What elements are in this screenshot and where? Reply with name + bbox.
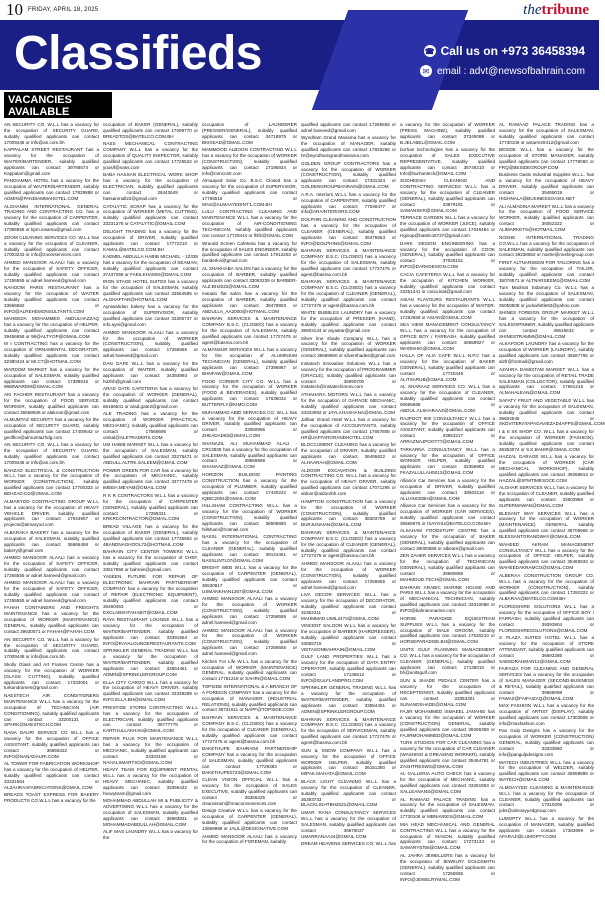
classified-ad: A.R.A. Interiors W.L.L has a vacancy for the occupation of CARPENTER, suitably qualified applicants can contact 77048477 or info@ARAINTERIORS.COM	[301, 191, 396, 215]
classified-ad: SEA VIEW MANAGEMENT CONSULTANCY W.L.L has a vacancy for the occupation of OFFICE BOY / FARRASH, suitably qualified applicants can contact 36659927 or WHONHIG@GMAIL.COM	[400, 322, 495, 351]
classified-ad: Instatech Innovative Solutions W.L.L has a vacancy for the occupation of PROGRAMMER (ORACLE), suitably qualified applicants can contact 35990700 or instatech@instatechinnov.com	[301, 360, 396, 390]
classified-ad: NASSL INTERNATIONAL CONTRACTING has a vacancy for the occupation of CLEANER (GENERAL), suitably qualified applicants can contact 39144461 or NASSLINTL07@GMAIL.COM	[202, 534, 297, 563]
classified-ad: SHANAZIL ALI MUHAMMAD ALALI - CR13838 has a vacancy for the occupation of SALESMAN, suitably qualified applicants can contact 38658969 or SHANAAZ@GMAIL.COM	[202, 440, 297, 470]
banner-stripe	[312, 10, 468, 110]
phone-icon: ☎	[424, 46, 435, 56]
classified-ad: AZAHRA DAMISTAM MARKET W.L.L has a vacancy for the occupation of RETAIL TRADE SALESMAN (COLLECTOR), suitably qualified applicants can contact 17661215 or ALNAHALEAN@GMAIL.COM	[499, 366, 594, 396]
classified-ad: BAHRAIN SERVICES & MAINTENANCE COMPANY B.S.C. (CLOSED) has a vacancy for the occupation of CLEANER (GENERAL), suitably qualified applicants can contact 17727475 or agent@basma.com.bh	[301, 529, 396, 559]
classified-ad: AN SECURITY CO. W.L.L has a vacancy for the occupation of SECURITY GUARD, suitably qualified applicants can contact 17009448 or info@an.com.bh	[4, 636, 99, 660]
classified-ad: GULF LAND PROPERTIES W.L.L has a vacancy for the occupation of DATA ENTRY OPERATOR, suitably qualified applicants can contact 17136512 or INFO@GULFLANDPRO.COM	[301, 654, 396, 683]
classified-ad: TURK STUDIOS FOR CAR CLEANING has a vacancy for the occupation of CAR CLEANER (WASHING & GREASING WORKER), suitably qualified applicants can contact 35464791 or ZASHTRESWS@GMAIL.COM	[400, 740, 495, 769]
classified-ad: SPRINKLER GENERAL TRADING W.L.L has a vacancy for the occupation of WAITER/BARTENDER, suitably qualified applicants can contact 33554461 or ADMIN@SPRINKLERGROUP.COM	[301, 685, 396, 715]
page-number: 10	[6, 0, 23, 19]
classified-ad: NANA DAURI SERVICE CO W.L.L has a vacancy for the occupation of OFFICE ASSISTANT, suitably qualified applicants can contact 36656322 or INFO@NANADAURI.COM	[4, 729, 99, 759]
classified-ad: BAHZAD ELECTRICAL & CONSTRUCTION W.L.L has a vacancy for the occupation of WORKER (CONSTRUCTION), suitably qualified applicants can contact 17700333 or BEHZAD.CO@GMAIL.COM	[4, 467, 99, 497]
classified-ad: SAFATY FRUIT AND VEGETABLE W.L.L has a vacancy for the occupation of SALESMAN, suitably qualified applicants can contact 36604545 or SKDVITERATAPAGAVIEZAD4APPS@GMAIL.COM	[499, 397, 605, 427]
classified-ad: FAIFAIZA FOR CLEANING AND GENERAL SERVICES has a vacancy for the occupation of SALES MANAGER (SECOND-BUSINESS & RETAIL), suitably qualified applicants can contact 39668098 or FAWAZ@FAIFAIZAQ@GMAIL.COM	[499, 666, 594, 701]
classified-ad: ALMANSUR SERVICES W.L.L has a vacancy for the occupation of ALUMINIUM TECHNICIAN (GENERAL), suitably qualified applicants can contact 17396987 or BHNFAW@GMAIL.COM	[202, 347, 297, 376]
classified-ad: AN SECURITY CO. W.L.L has a vacancy for the occupation of SECURITY GUARD, suitably qualified applicants can contact 17009448 or info@an.com.bh	[4, 442, 99, 466]
classified-ad: IRON STAGE HOTEL SUITES has a vacancy for the occupation of SALESMAN, suitably qualified applicants can contact 33564595 or ALGHAFTAR@HOTMAIL.COM	[103, 279, 198, 302]
classified-ad: ALMARYOD CONTRACTING GROUP W.L.L has a vacancy for the occupation of HEAVY VEHICLE DRIVER, suitably qualified applicants can contact 17944907 or projects@almaryod.com	[4, 498, 99, 528]
classified-ad: SUN & SNOW COMPANY W.L.L has a vacancy for the occupation of OFFICE WORKER HELPER, suitably qualified applicants can contact 36151360 or MIPAK.MAHATA@GMAIL.COM	[301, 747, 396, 777]
logo-name: tribune	[541, 2, 589, 18]
classified-ad: Silver line shade Company W.L.L has a vacancy for the occupation of WORKER (GENERAL), suitably qualified applicants can contact 35569850 or silvershades@gmail.com	[301, 335, 396, 359]
classified-ad: S PLAZA SUITES HOTEL W.L.L has a vacancy for the occupation of STORE ATTENDANT, suitably qualified applicants can contact 36692285 or SAEEDRAHMAN12@GMAIL.COM	[499, 635, 594, 664]
classified-ad: UMAR RANA CONSULTANCY SERVICES W.L.L has a vacancy for the occupation of SALESMAN, suitably qualified applicants can contact 36675037 or UMARRANAA44@GMAIL.COM	[301, 809, 396, 839]
classified-ad: DOLPHIN CLEANING AND CONSTRUCTION has a vacancy for the occupation of CLEANER (GENERAL), suitably qualified applicants can contact 36476653 or INFO@DOLPHINS@GMAIL.COM	[301, 216, 396, 246]
classified-ad: I & S SK SHOP CO. W.L.L has a vacancy for the occupation of WORKER (FASHION), suitably qualified applicants can contact 36353074 or S.K.BAHIR@GMAIL.COM	[499, 428, 594, 452]
vacancies-heading: VACANCIES AVAILABLE	[4, 92, 112, 118]
classified-ad: MIA HEAD MECHANICAL AND GENERAL CONTRACTING W.L.L has a vacancy for the occupation of MASON, suitably qualified applicants can contact 17273133 or SAMARY5756@GMAIL.COM	[400, 821, 495, 851]
classified-ad: ALBARAKA BAKERY has a vacancy for the occupation of SALESMAN, suitably qualified applicants can contact 36666458 or bakery@gmail.com	[4, 529, 99, 553]
classified-ad: DREAM HEAVENS SERVICES CO. W.L.L has	[301, 841, 396, 847]
classified-ad: PANDIAMMA HOTEL has a vacancy for the occupation of WAITER/BARTENDER, suitably qualified applicants can contact 17828888 or ADMIN@PANDIAMMAHOTEL.COM	[4, 178, 99, 202]
classified-ad: ALI ALMADINA MARKET W.L.L has a vacancy for the occupation of FOOD SERVICE WORKER, suitably qualified applicants can contact 36052322 or ALIMARKETS@HOTMAIL.COM	[499, 203, 594, 233]
classified-ad: Skolly Glass and Art Frames Centre has a vacancy for the occupation of WORKER (GLASS CUTTING), suitably qualified applicants can contact 17333001 or turkandrames@gmail.com	[4, 661, 99, 691]
classified-ad: POWER GREEN FOR CAR has a vacancy for the occupation of MECHANIC, suitably qualified applicants can contact 33777478 or IMEEH.MEYAM@GMAIL.COM	[103, 467, 198, 491]
classified-ad: AHMED MANSOOR ALAALI has a vacancy for the occupation of SAFETY OFFICER, suitably qualified applicants can contact 17256555 or adnel.hameed@gmail.com	[4, 259, 99, 283]
classified-ad: BAHRAIN SERVICES & MAINTENANCE COMPANY B.S.C. (CLOSED) has a vacancy for the occupation of SALESMAN, suitably qualified applicants can contact 17727475 or agent@basma.com.bh	[202, 316, 297, 345]
classified-ad: AL JAHRA JEWELLERS has a vacancy for the occupation of JEWELRY GOLDSMITH (GENERAL), suitably qualified applicants can contact 17255555 or INFO@JEWELRYMAIL.COM	[400, 852, 495, 882]
classified-ad: MAX FASHION W.L.L has a vacancy for the occupation of ARTIST (DISPLAY), suitably qualified applicants can contact 17303506 or info@maxfashion.com	[499, 703, 594, 726]
listing-column-1	[4, 122, 99, 894]
classified-ad: UNITS GULF PLANNING MANAGEMENT CO. W.L.L has a vacancy for the occupation of CLEANER (GENERAL), suitably qualified applicants can contact 17135010 or bh@unitsgulf.com	[400, 646, 495, 676]
classified-ad: Pan Gulp Designs has a vacancy for the occupation of WORKER (CONSTRUCTION) GENERAL, suitably qualified applicants can contact 33333950 or info@pangulpdesigns.com	[499, 728, 594, 757]
phone-line	[424, 44, 585, 58]
classified-ad: TERRACE GARDEN W.L.L has a vacancy for the occupation of WORKER (JUICE), suitably qualified applicants can contact 17646484 or Hgioup@batelco8737@gmail.com	[400, 215, 495, 239]
classified-ad: UM HABIB MARKET W.L.L has a vacancy for the occupation of SALESMAN, suitably qualified applicants can contact 33275471 or ABDULL.ALTRK.SALEEM@GMAIL.COM	[103, 442, 198, 466]
classified-ad: Alliance Car Services has a vacancy for the occupation of DRIVER, suitably qualified applicants can contact 38603116 or ALLIANCEBH@GMAIL.COM	[400, 477, 495, 501]
classified-ad: HILLSHAM CONTRACTING W.L.L has a vacancy for the occupation of WORKER (CONSTRUCTION), suitably qualified applicants can contact 38508880 or hillsham@hotmail.com	[202, 503, 297, 532]
classified-ad: DELIGHT TRADING has a vacancy for the occupation of DRIVER, suitably qualified applicants can contact 17772210 or KAMAL@BATELCO.COM.BH	[103, 228, 198, 252]
classified-ad: AL SHARAAZ SERVICES CO. W.L.L has a vacancy for the occupation of CLEANER, suitably qualified applicants can contact 66695888 or ABDUL.ALSHARAAZ@GMAIL.COM	[400, 384, 495, 414]
classified-ad: TARKARNA CONSULTANCY W.L.L has a vacancy for the occupation of OFFICE WORKER HELPER, suitably qualified applicants can contact 32356882 or FKAZALULLAH5012@GMAIL.COM	[400, 446, 495, 476]
classified-ad: MOHAMMAD ABDULLAH MI & PUBLICITY & ADVERTISING W.L.L has a vacancy for the occupation of SALESMAN, suitably qualified applicants can contact 36983831 or MOHAMMADABDULLAH@GMAIL.COM	[103, 798, 198, 827]
classified-ad: BESIDE W.L.L has a vacancy for the occupation of STORE MANAGER, suitably qualified applicants can contact 17779060 or FRQ@BESIDEGROUP.COM	[499, 147, 594, 170]
classified-ad: KAPPALAM STREET RESTAURANT has a vacancy for the occupation of WAITER/BARTENDER, suitably qualified applicants can contact 39768574 or Kappalam@gmail.com	[4, 147, 99, 176]
classified-ad: R K R CONTRACTORS W.L.L has a vacancy for the occupation of CARPENTER (GENERAL), suitably qualified applicants can contact 17295321 or KRKRCONTRACTOR@GMAIL.COM	[103, 492, 198, 522]
classified-ad: CATALYTIC SCRAP has a vacancy for the occupation of WORKER (METAL CUTTING), suitably qualified applicants can contact 33231378 or CATALYTIC@GMAIL.COM	[103, 203, 198, 227]
publication-date: FRIDAY, APRIL 18, 2025	[28, 7, 99, 13]
classified-ad: WATECH INDUSTRIES W.L.L has a vacancy for the occupation of WELDER, suitably qualified applicants can contact 35658888 or WATECH@GMAIL.COM	[499, 759, 594, 783]
classified-ad: Almaayed Solar Co. B.S.C Closed has a vacancy for the occupation of SUPERVISOR, suitably qualified applicants can contact 17765515 or MAS@ALMAAYEDINT'L.COM.BH	[202, 178, 297, 207]
classified-ad: NAHOOM PARIS RESTAURANT has a vacancy for the occupation of WAITER suitably qualified applicants can contact 33666582 or INFO@ALREHEMONSULTANTS.COM	[4, 285, 99, 314]
classified-ad: KAEMEL ABDULLA HABIB MICHAEL - 10338 has a vacancy for the occupation of SEAMAN, suitably qualified applicants can contact 37437258 or FAEILKHAMIS@GMAIL.COM	[103, 254, 198, 277]
classified-ad: ALGHAR SERVICES W.L.L has a vacancy for the occupation of CLEANER, suitably qualified applicants can contact 33603968 or SUPERMAWAN@GMAIL.COM	[499, 485, 594, 508]
section-heading: Classifieds	[14, 27, 262, 80]
classified-ad: Kitchen For Life W.L.L has a vacancy for the occupation of WORKER (MAINTENANCE) GENERAL, suitably qualified applicants can contact 17751218 or SAHRI@GMAIL.COM	[202, 658, 297, 682]
classified-ad: HAZZAL GARAGE W.L.L has a vacancy for the occupation of WORKER (CAR MECHANICAL WORKSHOP), suitably qualified applicants can contact 39258813 or HAZZAL@SFMTIMESOCE.COM	[499, 454, 594, 483]
classified-ad: M I CONTRACTING has a vacancy for the occupation of ORNAMENTAL DECORATOR, suitably qualified applicants can contact 32380424 or MI.CT@HOTMAIL.COM	[4, 341, 99, 365]
classified-ad: AHMED MANSOOR ALAALI has a vacancy for the occupation of FOREMAN, suitably	[202, 833, 297, 845]
classified-ad: LULU CONTRACTING CLEANING AND MAINTENANCE W.L.L has a vacancy for the occupation of AIR-CONDITIONING TECHNICIAN, suitably qualified applicants can contact 17729444 or lhlfz@GMAIL.COM	[202, 209, 297, 239]
classified-ad: RAYA RESTAURANT LOUNGE W.L.L has a vacancy for the occupation of WAITER/BARTENDER, suitably qualified applicants can contact 33391554 or INFO@RAYALOUNGERESTAURANTS.COM	[103, 617, 198, 646]
classified-ad: REPAIR PLUS FOR MAINTENANCE W.L.L has a vacancy for the occupation of MECHANIC, suitably qualified applicants can contact 33333166 or NAHALSMARTSO@GMAIL.COM	[103, 735, 198, 765]
classified-ad: VINCENT SALOON W.L.L has a vacancy for the occupation of BARBER (HAIRDRESSER), suitably qualified applicants can contact 33555715 or VEITASONBAHRAIN@GMAIL.COM	[301, 623, 396, 652]
classified-ad: ALIF MAS LAUNDRY W.L.L has a vacancy for the	[103, 829, 198, 841]
classified-ad: TOPSIDE INTERNATIONAL & A BRANCH OF A FOREIGN COMPANY has a vacancy for the occupation of MANAGER (INDUSTRIAL RELATIONS), suitably qualified applicants can contact 38731611 or NAPF@TOPSIDE.COM	[202, 683, 297, 713]
classified-ad: AHMED MANSOOR ALAALI has a vacancy for the occupation of SAFETY OFFICER, suitably qualified applicants can contact 17256555 or adnel.hameed@gmail.com	[4, 580, 99, 603]
classified-ad: WHITE BUBBLES LAUNDRY has a vacancy for the occupation of PRESSER (HAND), suitably qualified applicants can contact 36603134 or aryastar@gmail.com	[301, 310, 396, 334]
listing-column-6	[499, 122, 605, 894]
classified-ad: ALE TRADING has a vacancy for the occupation of WORKER (PRACTICAL MECHANIC), suitably qualified applicants can contact 17566695 or omkal@ALETRADERS.COM	[103, 411, 198, 440]
classified-ad: SPRINKLER GENERAL TRADING W.L.L has a vacancy for the occupation of WAITER/BARTENDER, suitably qualified applicants can contact 33554461 or ADMIN@SPRINKLERGROUP.COM	[103, 648, 198, 678]
classified-ad: BAHRAIN SERVICES & MAINTENANCE COMPANY B.S.C. (CLOSED) has a vacancy for the occupation of CLEANER (GENERAL), suitably qualified applicants can contact 17727475 or agent@basma.com.bh	[202, 714, 297, 744]
classified-ad: occupation of BAKER (GENERAL), suitably qualified applicants can contact 17099770 or BREADTOS@BATELCO.COM.BH	[103, 122, 198, 139]
classified-ad: ALBERAA CONSTRUCTION GROUP CO. W.L.L has a vacancy for the occupation of WORKER (CONSTRUCTION), suitably qualified applicants can contact 17292322 or ALBARAA@BATELCO.COM.BH	[499, 572, 594, 602]
classified-ad: Design Creative W.L.L has a vacancy for the occupation of CARPENTER (GENERAL), suitably qualified applicants can contact 13669988 or JALIL@DESIGNATIVE.COM	[202, 808, 297, 832]
listing-column-4	[301, 122, 396, 894]
classified-ad: AL TOWER FOR FABRICATION WORKSHOP has a vacancy for the occupation of HELPER, suitably qualified applicants can contact 33331564 or ALZAHRAAFABRICATIONS@GMAIL.COM	[4, 761, 99, 790]
classified-ad: Business Oasis Industrial Supplies W.L.L. has a vacancy for the occupation of HEAVY DRIVER, suitably qualified applicants can contact 35469019 or HIGHNALA@BUSINESSOASIS.NET	[499, 172, 594, 202]
classified-ad: WARDOM MARKET has a vacancy for the occupation of SALESMAN, suitably qualified applicants can contact 17388815 or 9980WARDM@GMAIL.COM	[4, 366, 99, 390]
classified-ad: NAESTECH AIR CONDITIONERS MAINTENANCE W.L.L has a vacancy for the occupation of TECHNICIAN (AIR CONDITIONING), suitably qualified applicants can contact 33200131 or SPARK@NAESTECH.COM	[4, 692, 99, 728]
classified-ad: occupation of LAUNDERER (PRESSER/GENERAL), suitably qualified applicants can contact 34718975 or BKIXEAD@GMAIL.COM	[202, 122, 297, 145]
classified-ad: ARAD GATE CAFETERIA has a vacancy for the occupation of WORKER (GENERAL), suitably qualified applicants can contact 66166541 or arad.gate2@gmail.com	[103, 386, 198, 409]
classified-ad: BAHRAIN SERVICES & MAINTENANCE COMPANY B.S.C. (CLOSED) has a vacancy for the occupation of SALESMAN, suitably qualified applicants can contact 17727475 or agent@basma.com.bh	[301, 248, 396, 277]
listing-columns	[4, 122, 605, 894]
email-line	[420, 65, 585, 77]
classified-ad: ALSAHAM FOODSTUFF CENTRE has a vacancy for the occupation of BAKER (GENERAL), suitably qualified applicants can contact 39000888 or albeam@gmail.com	[400, 528, 495, 551]
email-icon: ✉	[420, 65, 432, 77]
classified-ad: ATHAHARA MOTORS W.L.L has a vacancy for the occupation of GARAGE MECHANIC, suitably qualified applicants can contact 34343992 or JAYLAHASHANA@GMAIL.COM	[301, 391, 396, 415]
classified-ad: SUDHEESH CLEANING AND CONTRACTING SERVICES W.L.L has a vacancy for the occupation of CLEANER (GENERAL), suitably qualified applicants can contact 33879181 or SAMANSKR@GMAIL.COM	[400, 178, 495, 213]
classified-ad: BLOCCUMENT CLEANING has a vacancy for the occupation of DRIVER, suitably qualified applicants can contact 36465622 or ALHAARAH@GMAIL.COM	[301, 442, 396, 466]
classified-ad: CLEAN VISION OFFICIAL W.L.L has a vacancy for the occupation of SALES EXECUTIVE, suitably qualified applicants can contact 38356425 or cleanvision@hmaconveniences.com	[202, 777, 297, 806]
classified-ad: Alliance Car Services has a vacancy for the occupation of WORKER (CAR SERVICES), suitably qualified applicants can contact 36665976 or ISAYIHU@BATELCO.COM.BH	[400, 503, 495, 526]
classified-ad: BLESANT WAY SERVICES W.L.L has a vacancy for the occupation of WORKER (MAINTENANCE) GENERAL, suitably qualified applicants can contact 36705666 or BLESSANTGRANDWAY@GMAIL.COM	[499, 510, 594, 540]
classified-ad: DAN GAFE W.L.L has a vacancy for the occupation of WAITER, suitably qualified applicants can contact 34393993 or hdzbh@gmail.com	[103, 360, 198, 384]
classified-ad: qualified applicants can contact 17265555 or adnel.hameed@gmail.com	[301, 122, 396, 133]
classified-ad: HORIZON BUILDING PAINTING CONSTRUCTION has a vacancy for the occupation of PLUMBER, suitably qualified applicants can contact 17440222 or IQBIC2004@GMAIL.COM	[202, 471, 297, 501]
classified-ad: FLORIDSHIRE SOLUTIONS W.L.L has a vacancy for the occupation of OFFICE BOY / FARRASH, suitably qualified applicants can contact 39393904 or FLORIDSHIRESOLUTIONS@GMAIL.COM	[499, 603, 594, 633]
classified-ad: FIRST ALTNARSEEM FOR TAILORING has a vacancy for the occupation of TAILOR, suitably qualified applicants can contact 35076571 or ALTNARSEEM1@GMAIL.COM	[499, 259, 594, 283]
classified-ad: BAHRAIN SERVICES & MAINTENANCE COMPANY B.S.C. (CLOSED) has a vacancy for the occupation of SERVICEMAN, suitably qualified applicants can contact 17727475 or agent@basma.com.bh	[301, 716, 396, 746]
classified-ad: MUHAMMAD ABID SERVICES CO. W.L.L has a vacancy for the occupation of HEAVY DRIVER, suitably qualified applicants can contact 33050955 or ZHEADAD83@GMAIL.COM	[202, 409, 297, 439]
classified-ad: ALKAFOOR LAUNDRY has a vacancy for the occupation of WORKER (LAUNDRY), suitably qualified applicants can contact 35567765 or alzfr@hotmail@gmail.com	[499, 341, 594, 365]
classified-ad: BAHRAIN CITY CENTER TOWERS W.L.L has a vacancy for the occupation of CHEF, suitably qualified applicants can contact 33617656 or bahrain@gmail.com	[103, 549, 198, 572]
classified-ad: Jalfaar Grand Hotel W.L.L has a vacancy for the occupation of ACCOUNTANTS, suitably qualified applicants can contact 17657805 or HR@JAFFARGRANDHOTEL.COM	[301, 417, 396, 440]
classified-ad: NASS MECHANICAL CONTRACTING COMPANY W.L.L has a vacancy for the occupation of QUALITY INSPECTOR, suitably qualified applicants can contact 17725522 or yousif@nass.com	[103, 141, 198, 170]
listing-column-2	[103, 122, 198, 894]
classified-ad: ALMUMTAZ SECURITY has a vacancy for the occupation of SECURITY GUARD, suitably qualified applicants can contact 17400642 or geoffice@almumtazhdg.com	[4, 417, 99, 440]
classified-ad: BREAD VILLAGE has a vacancy for the occupation of BAKER (GENERAL), suitably qualified applicants can contact 17735564 or 4BANDNAGHOOL72@HOTMAIL.COM	[103, 523, 198, 547]
classified-ad: AL RAMAAD PALACE TRADING has a vacancy for the occupation of SALESMAN, suitably qualified applicants can contact 17730106 or antarrez8412@gmail.com	[499, 122, 594, 145]
classified-ad: ALDOOR EXCAVATION & BUILDING CONTRACTING CO. W.L.L has a vacancy for the occupation of HEAVY DRIVER, suitably qualified applicants can contact 17071295 or aldoor@aldoorbh.com	[301, 467, 396, 497]
classified-ad: BAHRAIN ARABIC MARINE HOUSE AND PARIS W.L.L has a vacancy for the occupation of MECHANICAL TECHNICIAN, suitably qualified applicants can contact 33310088 or INFO@bahrainmarine.com	[400, 584, 495, 614]
classified-ad: BAHRAIN SERVICES & MAINTENANCE COMPANY B.S.C. (CLOSED) has a vacancy for the occupation of CLEANER (GENERAL), suitably qualified applicants can contact 17727475 or agent@basma.com.bh	[301, 279, 396, 308]
classified-ad: PRESTIGE STORM CONTRACTING W.L.L has a vacancy for the occupation of ELECTRICIAN, suitably qualified applicants can contact 36777775 or KARTHULLAKHAN@GMAIL.COM	[103, 704, 198, 734]
phone-text: Call us on +973 36458394	[440, 44, 585, 58]
classified-ad: RAJPOOT 900 CONSULTANCY W.L.L has a vacancy for the occupation of OFFICE ASSISTANT, suitably qualified applicants can contact 33953217 or ARRAZNAJPOOT77@GMAIL.COM	[400, 415, 495, 445]
email-text: email : advt@newsofbahrain.com	[437, 65, 585, 77]
classified-ad: BABA HASSAN ELECTRICAL WORK SHOP has a vacancy for the occupation of ELECTRICIAN, suitably qualified applicants can contact 36443649 or hassanmall22@gmail.com	[103, 172, 198, 202]
classified-ad: Wyndham Grand Manama has a vacancy for the occupation of MANAGER, suitably qualified applicants can contact 17826266 or hr@wyndhamgrandmanama.com	[301, 135, 396, 159]
classified-ad: AL ZHAKHABA SALON has a vacancy for the occupation of BARBER, suitably qualified applicants can contact 33083239 or BARBER-ALZ.BH2022@GMAIL.COM	[202, 265, 297, 289]
classifieds-banner	[0, 20, 599, 90]
classified-ad: LUMOPTY W.L.L has a vacancy for the occupation of MANAGER, suitably qualified applicants can contact 17383999 or AFARAJI@LUMOPTY.COM	[499, 815, 594, 839]
classified-ad: CACIA CAFETERIA W.L.L has a vacancy for the occupation of KITCHEN WORKER, suitably qualified applicants can contact 33251441 or cacia.kiat@gmail.com	[400, 271, 495, 295]
classified-ad: MAHEEDA MOHAMMED ABDULHAZZAQ has a vacancy for the occupation of HELPER, suitably qualified applicants can contact 39456656 or 96@ALTYOP@GMAIL.COM	[4, 316, 99, 339]
classified-ad: Tum Madinat Sidamary Co. W.L.L has a vacancy for the occupation of SALESMAN, suitably qualified applicants can contact 35050508 or jackwhittle93@yahoo.com	[499, 285, 594, 308]
classified-ad: GOLDEN GROUP CONTRACTORS has a vacancy for the occupation of WORKER (CONSTRUCTION), suitably qualified applicants can contact 17331324 or GOLDENGROUPBAHRAIN@GMAIL.COM	[301, 160, 396, 190]
classified-ad: FAHAH CONTAINERS AND FREIGHTS MAINTENANCE has a vacancy for the occupation of WORKER (MAINTENANCE) GENERAL, suitably qualified applicants can contact 39630571 or FAHAH@FAHAH.COM	[4, 605, 99, 635]
classified-ad: AL GALLERIA AUTO CHECK has a vacancy for the occupation of MECHANIC, suitably qualified applicants can contact 33261953 or SALLEANANS@GMAIL.COM	[400, 771, 495, 795]
classified-ad: ZOOM CLEANING SERVICES CO. W.L.L has a vacancy for the occupation of CLEANER, suitably qualified applicants can contact 17003233 or info@zoomservices.com	[4, 234, 99, 258]
classified-ad: WAHEED AKRAM MANAGEMENT CONSULTANCY W.L.L has a vacancy for the occupation of OFFICE HELPER, suitably qualified applicants can contact 35465833 or WAHEEDAKRAMCO@GMAIL.COM	[499, 541, 594, 571]
classified-ad: YASEEN FUTURE FOR REPAIR OF ELECTRONIC BAHRAIN PARTNERSHIP COMPANY has a vacancy for the occupation of REPAIR (ELECTRONIC EQUIPMENT), suitably qualified applicants can contact 36460453 or EXCLABSHTAHABIT@GMAIL.COM	[103, 574, 198, 615]
classified-ad: FOOD CORNER CITY CO. W.L.L has a vacancy for the occupation of WORKER (FOOD & BEVERAGES), suitably qualified applicants can contact 17636032 or BUTTERFLY@KIMO.COM	[202, 378, 297, 408]
classified-ad: AHMED MANSOOR ALAALI has a vacancy for the occupation of SAFETY OFFICER, suitably qualified applicants can contact 17256555 or adnel.hameed@gmail.com	[4, 555, 99, 578]
classified-ad: AN SECURITY CO. W.L.L has a vacancy for the occupation of SECURITY GUARD, suitably qualified applicants can contact 17009448 or info@an.com.bh	[4, 122, 99, 145]
classified-ad: LIVA DECOR SERVICES W.L.L has a vacancy for the occupation of DECORATOR, suitably qualified applicants can contact 32362311 or MAHMMAD.UMIL2473@GMAIL.COM	[301, 592, 396, 621]
classified-ad: BLACK LIGHT CLEANING W.L.L has a vacancy for the occupation of CLEANER, suitably qualified applicants can contact 36393733 or BLACKLIGHTBH2021@GMAIL.COM	[301, 778, 396, 808]
classified-ad: NOSHE INTERNATIONAL TRADING CO.W.L.L has a vacancy for the occupation of SALESMAN, suitably qualified applicants can contact 39238652 or noshe@noshegroup.com	[499, 234, 594, 258]
classified-ad: SHINES FOREIGN GROUP MARKET W.L.L has a vacancy for the occupation of SALES/SPINNER, suitably qualified applicants can contact 38616632 or SHINESTRAMMI@GMAIL.COM	[499, 310, 594, 339]
classified-ad: HAMPTON CONSTRUCTION has a vacancy for the occupation of WORKER (CONSTRUCTION), suitably qualified applicants can contact 38303759 or BURJUNAIAN@GMAIL.COM	[301, 498, 396, 528]
classified-ad: FAJIR MOHAMMED ISMAEEL JANAHEI has a vacancy for the occupation of WORKER (CONSTRUCTION) GENERAL, suitably qualified applicants can contact 35096359 or FAJIRMOHAMMED@GMAIL.COM	[400, 709, 495, 738]
classified-ad: HEAVY TEAM FOR EQUIPMENT RENTAL W.L.L has a vacancy for the occupation of HEAVY MECHANIC, suitably qualified applicants can contact 33356432 or heavyteam@gmail.com	[103, 767, 198, 796]
classified-ad: AKI FAGHER RESTAURANT has a vacancy for the occupation of FOOD SERVICE WORKER, suitably qualified applicants can contact 36559936 or alakroor@gmail.com	[4, 391, 99, 415]
classified-ad: ZEN ZAHER SERVICES W.L.L has a vacancy for the occupation of TECHNICIAN (GENERAL), suitably qualified applicants can contact 36660686 or MAHMOUD.TECH@GMAIL.COM	[400, 553, 495, 583]
logo-prefix: the	[523, 2, 542, 18]
classified-ad: HALLA OF ALIA CAFE W.L.L N.P.C has a vacancy for the occupation of BAKER (GENERAL), suitably qualified applicants can contact 17720449 or ALITSARUB@GMAIL.COM	[400, 353, 495, 382]
listing-column-3	[202, 122, 297, 894]
classified-ad: ELLA CITY CARGO W.L.L has a vacancy for the occupation of HEAVY DRIVER, suitably qualified applicants can contact 33338299 or INFO.ELLA.BH@GMAIL.COM	[103, 679, 198, 703]
classified-ad: MAMMOOD ALBOON CONTRACTING W.L.L has a vacancy for the occupation of WORKER (CONSTRUCTION), suitably qualified applicants can contact 17195934 or info@mmcontr.com	[202, 147, 297, 176]
classified-ad: AL RAMAAD PALACE TRADING has a vacancy for the occupation of SALESMAN, suitably qualified applicants can contact 17730106 or MBNAVEES@GMAIL.COM	[400, 796, 495, 820]
classified-ad: SUN & SHADE PEDALS CENTER has a vacancy for the occupation of RECEPTIONIST, suitably qualified applicants can contact 33353301 or SUNANDSHADE@GMAIL.COM	[400, 677, 495, 707]
classified-ad: manalo flat salon has a vacancy for the occupation of BARBER, suitably qualified applicants can contact 39479903 or ABDULLA_AA2000@HOTMAIL.COM	[202, 291, 297, 314]
classified-ad: ASIAN FLAVOURS RESTAURANTS W.L.L has a vacancy for the occupation of WAITER, suitably qualified applicants can contact 17292659 or ASIAN@GMAIL.COM	[400, 296, 495, 320]
classified-ad: HORSE PARADISE EQUESTRIAN SUPPLIES W.L.L has a vacancy for the occupation of MALE GROOM, suitably qualified applicants can contact 17530210 or HORSEPARADISE.BH@GMAIL.COM	[400, 615, 495, 645]
newspaper-logo	[523, 2, 589, 19]
classified-ad: AHMED MANSOOR ALAALI has a vacancy for the occupation of WORKER (CONSTRUCTION), suitably qualified applicants can contact 17256555 or adnel.hameed@gmail.com	[301, 560, 396, 590]
classified-ad: ALMOAYYED CLEANING & MAINTENANCE W.L.L has a vacancy for the occupation of CLEANER, suitably qualified applicants can contact 17310306 or jobs@almoayyedgroup.com	[499, 784, 594, 814]
classified-ad: BREADS TOAST EXPRESS FOR BAKERY PRODUCTS CO.W.L.L has a vacancy for the	[4, 792, 99, 804]
classified-ad: BRIGHT WEB W.L.L has a vacancy for the occupation of CARPENTER (GENERAL), suitably qualified applicants can contact 36530817 or USMANKHAN1367@GMAIL.COM	[202, 565, 297, 594]
page-header	[0, 0, 599, 21]
classified-ad: a vacancy for the occupation of WORKER (PRESS MACHINE), suitably qualified applicants can contact 37349098 or B.JELABEL@GMAIL.COM	[400, 122, 495, 145]
classified-ad: AHMED MANSOOR ALAALI has a vacancy for the occupation of WORKER (CONSTRUCTION), suitably qualified applicants can contact 17256555 or adnel.hameed@gmail.com	[202, 596, 297, 625]
classified-ad: ALGHANIM INTERNATIONAL GENERAL TRADING AND CONTRACTING CO. has a vacancy for the occupation of CARPENTER, suitably qualified applicants can contact 17386656 or kpm.iosama@gmail.com	[4, 203, 99, 233]
listing-column-5	[400, 122, 495, 894]
classified-ad: AHMED MANSOOR ALAALI has a vacancy for the occupation of WORKER (CONSTRUCTION), suitably qualified applicants can contact 17256555 or adnel.hameed@gmail.com	[103, 329, 198, 359]
classified-ad: Wrandd Screen Cafeteria has a vacancy for the occupation of SALES ENGINEER, suitably qualified applicants can contact 17912203 or banderkvi@gmail.com	[202, 240, 297, 264]
classified-ad: AHMED MANSOOR ALAALI has a vacancy for the occupation of WORKER (CONSTRUCTION), suitably qualified applicants can contact 17256555 or adnel.hameed@gmail.com	[202, 627, 297, 657]
classified-ad: Ayniwahdan bakery has a vacancy for the occupation of SUPERVISOR, suitably qualified applicants can contact 33305747 or info.ayni@gmail.com	[103, 304, 198, 328]
classified-ad: DARK DESIGN ENGINEERING has a vacancy for the occupation of COOK (GENERAL), suitably qualified applicants can contact 37026151 or INFO@DARKDESIGN.COM	[400, 240, 495, 270]
classified-ad: BAKETHUPE BAHRAINI PARTNERSHIP COMPANY has a vacancy for the occupation of SALESMAN, suitably qualified applicants can contact 17729383 or BAKETHUPE0723@GMAIL.COM	[202, 746, 297, 775]
classified-ad: burhan technologies has a vacancy for the occupation of SALES EXECUTIVE REPRESENTATIVE, suitably qualified applicants can contact 38749210 or Info@burhantech@GMAIL.COM	[400, 147, 495, 176]
